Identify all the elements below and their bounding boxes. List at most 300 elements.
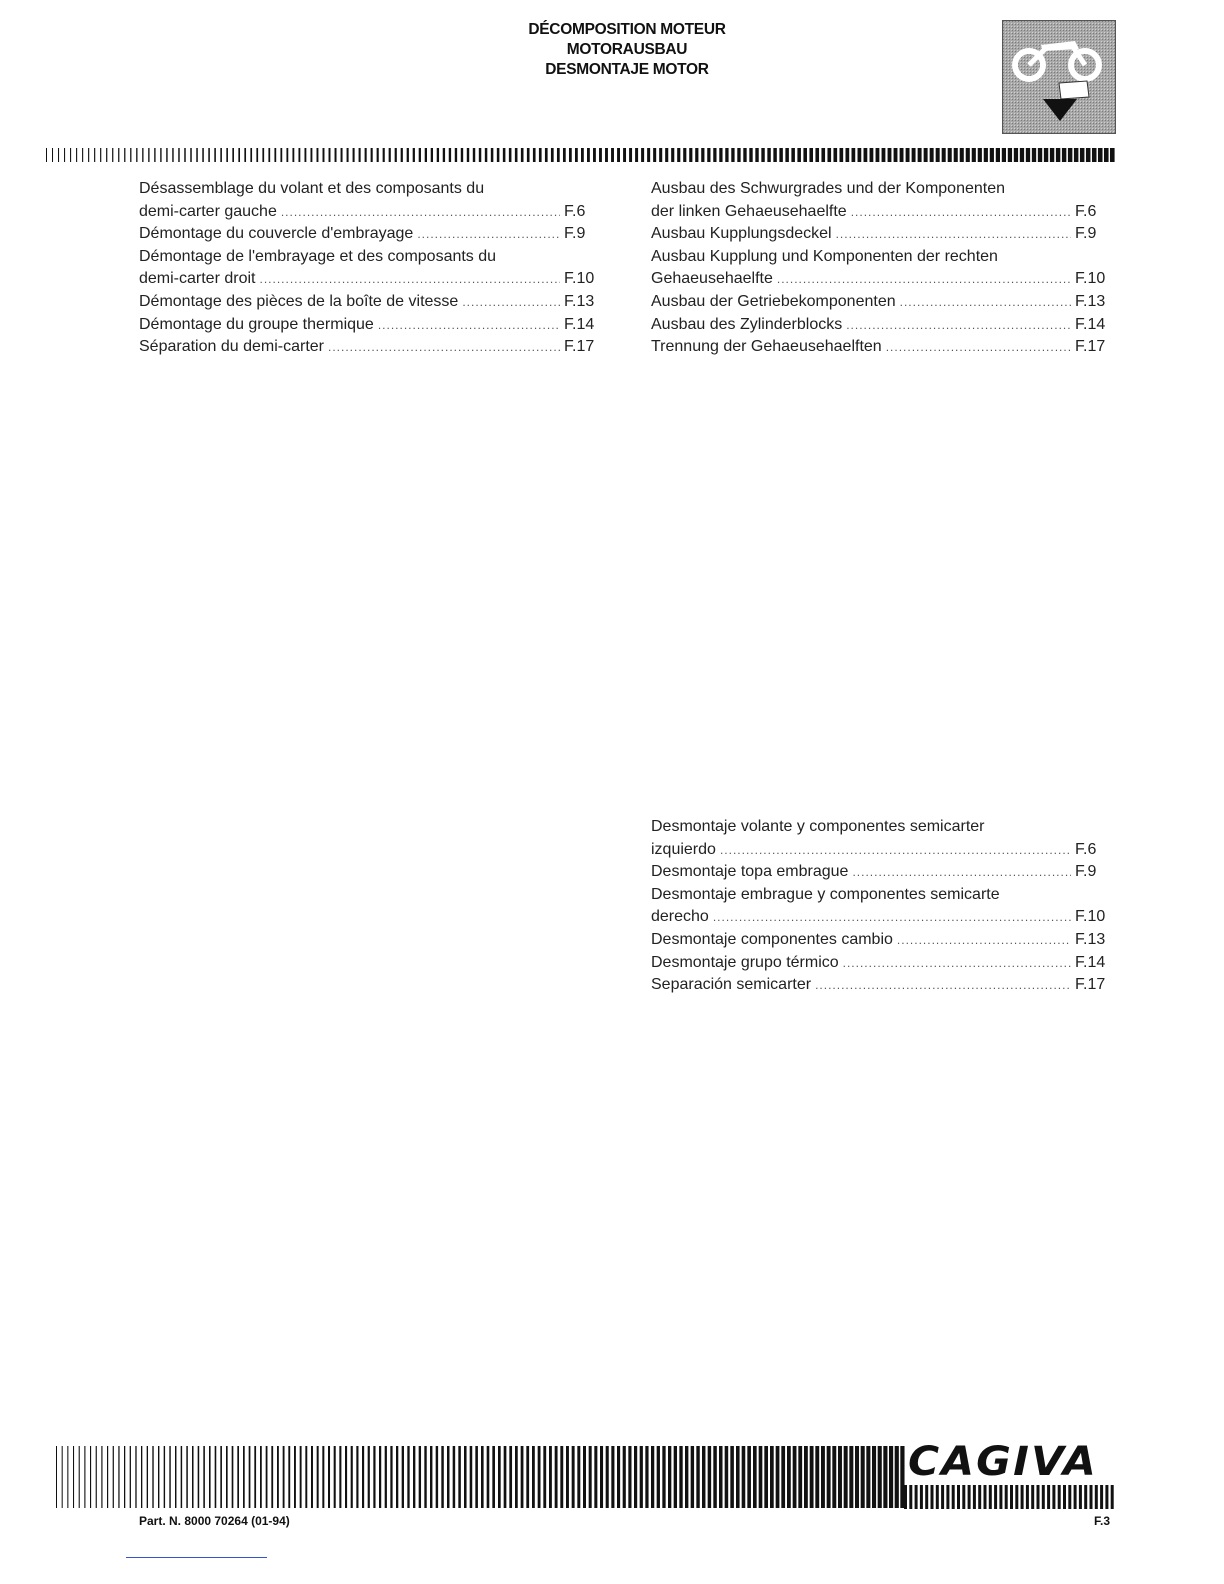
barcode-stripe	[277, 1446, 279, 1508]
barcode-stripe	[1068, 148, 1072, 162]
barcode-stripe	[112, 148, 113, 162]
toc-entry-label: Désassemblage du volant et des composants du	[139, 180, 485, 197]
toc-entry	[651, 884, 1111, 907]
toc-leader-dots	[815, 974, 1071, 997]
barcode-stripe	[737, 148, 740, 162]
barcode-stripe	[968, 1485, 971, 1509]
barcode-stripe	[810, 1446, 814, 1508]
toc-entry-label: Ausbau Kupplung und Komponenten der rechten	[651, 247, 998, 265]
barcode-stripe	[389, 148, 391, 162]
barcode-stripe	[767, 148, 770, 162]
barcode-stripe	[640, 1446, 643, 1508]
toc-leader-dots	[777, 268, 1071, 291]
barcode-stripe	[1063, 1485, 1066, 1509]
barcode-stripe	[878, 1446, 882, 1508]
barcode-stripe	[876, 148, 880, 162]
barcode-stripe	[1020, 148, 1024, 162]
barcode-stripe	[135, 1446, 136, 1508]
toc-entry-label: Desmontaje grupo térmico	[651, 953, 839, 971]
barcode-stripe	[202, 148, 204, 162]
barcode-stripe	[793, 1446, 797, 1508]
barcode-stripe	[76, 148, 77, 162]
barcode-stripe	[665, 148, 668, 162]
barcode-stripe	[192, 1446, 194, 1508]
barcode-stripe	[742, 1446, 746, 1508]
barcode-stripe	[743, 148, 746, 162]
barcode-stripe	[464, 1446, 467, 1508]
barcode-stripe	[647, 148, 650, 162]
toc-entry	[651, 816, 1111, 839]
barcode-stripe	[373, 1446, 375, 1508]
barcode-stripe	[996, 148, 1000, 162]
barcode-stripe	[238, 148, 240, 162]
barcode-stripe	[1079, 1485, 1082, 1509]
barcode-stripe	[390, 1446, 392, 1508]
barcode-stripe	[662, 1446, 665, 1508]
barcode-stripe	[341, 148, 343, 162]
toc-entry-label: Ausbau der Getriebekomponenten	[651, 292, 896, 310]
barcode-stripe	[419, 1446, 421, 1508]
barcode-stripe	[924, 148, 928, 162]
barcode-stripe	[685, 1446, 688, 1508]
barcode-stripe	[671, 148, 674, 162]
barcode-stripe	[785, 148, 789, 162]
barcode-stripe	[172, 148, 173, 162]
barcode-stripe	[220, 1446, 222, 1508]
barcode-stripe	[984, 1485, 987, 1509]
barcode-stripe	[467, 148, 469, 162]
toc-leader-dots	[417, 223, 560, 246]
brand-logo	[904, 1439, 1116, 1509]
barcode-stripe	[113, 1446, 114, 1508]
barcode-stripe	[894, 148, 898, 162]
barcode-stripe	[237, 1446, 239, 1508]
barcode-stripe	[1038, 148, 1042, 162]
barcode-stripe	[158, 1446, 159, 1508]
page-number: F.3	[1094, 1514, 1111, 1528]
barcode-stripe	[870, 148, 874, 162]
barcode-stripe	[453, 1446, 456, 1508]
barcode-stripe	[509, 148, 512, 162]
hyperlink-underline[interactable]	[126, 1557, 267, 1558]
toc-entry-label: Démontage des pièces de la boîte de vitesse	[139, 292, 459, 310]
barcode-stripe	[864, 148, 868, 162]
barcode-stripe	[339, 1446, 341, 1508]
toc-leader-dots	[462, 291, 560, 314]
barcode-stripe	[262, 148, 264, 162]
barcode-stripe	[804, 1446, 808, 1508]
barcode-stripe	[978, 1485, 981, 1509]
barcode-stripe	[447, 1446, 449, 1508]
toc-entry-page: F.6	[564, 202, 586, 220]
barcode-stripe	[555, 1446, 558, 1508]
barcode-stripe	[328, 1446, 330, 1508]
barcode-stripe	[1086, 148, 1091, 162]
toc-entry	[139, 268, 600, 291]
barcode-stripe	[815, 1446, 819, 1508]
toc-entry	[651, 861, 1111, 884]
barcode-stripe	[770, 1446, 774, 1508]
barcode-stripe	[147, 1446, 148, 1508]
barcode-stripe	[304, 148, 306, 162]
barcode-stripe	[101, 1446, 102, 1508]
barcode-stripe	[305, 1446, 307, 1508]
toc-leader-dots	[851, 201, 1071, 224]
barcode-stripe	[1105, 1485, 1108, 1509]
barcode-stripe	[731, 148, 734, 162]
barcode-stripe	[936, 1485, 939, 1509]
barcode-stripe	[941, 1485, 944, 1509]
barcode-stripe	[430, 1446, 432, 1508]
barcode-stripe	[250, 148, 252, 162]
barcode-stripe	[641, 148, 644, 162]
barcode-stripe	[930, 148, 934, 162]
barcode-stripe	[1074, 148, 1078, 162]
barcode-stripe	[701, 148, 704, 162]
barcode-stripe	[335, 148, 337, 162]
barcode-stripe	[311, 1446, 313, 1508]
barcode-stripe	[503, 148, 506, 162]
toc-entry-label: Desmontaje componentes cambio	[651, 930, 893, 948]
barcode-stripe	[481, 1446, 484, 1508]
barcode-stripe	[912, 148, 916, 162]
barcode-stripe	[395, 148, 397, 162]
toc-entry-label: derecho	[651, 908, 709, 926]
barcode-stripe	[533, 148, 536, 162]
barcode-stripe	[948, 148, 952, 162]
barcode-stripe	[659, 148, 662, 162]
barcode-stripe	[292, 148, 294, 162]
toc-entry-page: F.10	[564, 270, 595, 288]
barcode-stripe	[702, 1446, 705, 1508]
barcode-stripe	[747, 1446, 751, 1508]
barcode-stripe	[94, 148, 95, 162]
toc-entry	[139, 336, 600, 359]
toc-entry-page: F.6	[1075, 202, 1097, 220]
barcode-stripe	[691, 1446, 694, 1508]
barcode-stripe	[52, 148, 53, 162]
toc-entry-label: Démontage de l'embrayage et des composants du	[139, 247, 497, 265]
barcode-stripe	[957, 1485, 960, 1509]
barcode-stripe	[587, 148, 590, 162]
barcode-stripe	[798, 1446, 802, 1508]
toc-entry-label: demi-carter droit	[139, 270, 256, 288]
toc-entry-page: F.10	[1075, 270, 1106, 288]
barcode-stripe	[634, 1446, 637, 1508]
barcode-stripe	[594, 1446, 597, 1508]
barcode-stripe	[707, 148, 710, 162]
barcode-stripe	[1058, 1485, 1061, 1509]
brand-barcode	[904, 1485, 1116, 1509]
barcode-stripe	[931, 1485, 934, 1509]
barcode-stripe	[107, 1446, 108, 1508]
barcode-stripe	[521, 148, 524, 162]
barcode-stripe	[872, 1446, 876, 1508]
barcode-stripe	[827, 1446, 831, 1508]
barcode-stripe	[844, 1446, 848, 1508]
toc-leader-dots	[843, 952, 1071, 975]
toc-german	[651, 178, 1111, 359]
motorcycle-engine-disassembly-icon	[1002, 20, 1116, 134]
barcode-stripe	[56, 1446, 57, 1508]
barcode-stripe	[549, 1446, 552, 1508]
barcode-stripe	[353, 148, 355, 162]
barcode-stripe	[1104, 148, 1109, 162]
toc-entry-page: F.13	[1075, 292, 1106, 310]
title-fr: DÉCOMPOSITION MOTEUR	[528, 21, 726, 38]
barcode-stripe	[461, 148, 463, 162]
barcode-stripe	[1010, 1485, 1013, 1509]
barcode-stripe	[449, 148, 451, 162]
barcode-stripe	[1100, 1485, 1103, 1509]
barcode-stripe	[88, 148, 89, 162]
barcode-stripe	[605, 148, 608, 162]
barcode-stripe	[198, 1446, 200, 1508]
barcode-stripe	[581, 148, 584, 162]
barcode-stripe	[232, 1446, 234, 1508]
toc-entry-label: Trennung der Gehaeusehaelften	[651, 338, 882, 356]
barcode-stripe	[359, 148, 361, 162]
toc-entry	[139, 246, 600, 269]
barcode-stripe	[1026, 1485, 1029, 1509]
toc-entry	[139, 314, 600, 337]
barcode-stripe	[268, 148, 270, 162]
barcode-stripe	[184, 148, 185, 162]
toc-entry-label: Desmontaje embrague y componentes semicarte	[651, 885, 1000, 903]
barcode-stripe	[566, 1446, 569, 1508]
barcode-stripe	[904, 1485, 907, 1509]
top-barcode-rule	[46, 148, 1116, 162]
barcode-stripe	[154, 148, 155, 162]
barcode-stripe	[166, 148, 167, 162]
barcode-stripe	[906, 148, 910, 162]
barcode-stripe	[215, 1446, 217, 1508]
barcode-stripe	[821, 1446, 825, 1508]
barcode-stripe	[515, 1446, 518, 1508]
barcode-stripe	[73, 1446, 74, 1508]
barcode-stripe	[383, 148, 385, 162]
barcode-stripe	[70, 148, 71, 162]
barcode-stripe	[920, 1485, 923, 1509]
barcode-stripe	[1111, 1485, 1114, 1509]
barcode-stripe	[377, 148, 379, 162]
barcode-stripe	[254, 1446, 256, 1508]
barcode-stripe	[141, 1446, 142, 1508]
barcode-stripe	[954, 148, 958, 162]
toc-entry-label: Démontage du couvercle d'embrayage	[139, 225, 414, 243]
barcode-stripe	[226, 1446, 228, 1508]
barcode-stripe	[347, 148, 349, 162]
toc-entry-page: F.10	[1075, 908, 1106, 926]
barcode-stripe	[623, 1446, 626, 1508]
barcode-stripe	[64, 148, 65, 162]
barcode-stripe	[600, 1446, 603, 1508]
toc-entry-label: Ausbau des Zylinderblocks	[651, 315, 843, 333]
toc-leader-dots	[846, 314, 1071, 337]
barcode-stripe	[356, 1446, 358, 1508]
barcode-stripe	[385, 1446, 387, 1508]
toc-entry-page: F.9	[1075, 863, 1097, 881]
toc-entry	[651, 839, 1111, 862]
toc-leader-dots	[328, 336, 560, 359]
toc-leader-dots	[900, 291, 1071, 314]
barcode-stripe	[515, 148, 518, 162]
toc-entry	[651, 952, 1111, 975]
toc-entry-label: Separación semicarter	[651, 976, 812, 994]
barcode-stripe	[294, 1446, 296, 1508]
barcode-stripe	[286, 148, 288, 162]
barcode-stripe	[719, 1446, 723, 1508]
barcode-stripe	[866, 1446, 870, 1508]
toc-entry	[139, 178, 600, 201]
barcode-stripe	[118, 148, 119, 162]
barcode-stripe	[485, 148, 487, 162]
barcode-stripe	[725, 1446, 729, 1508]
barcode-stripe	[244, 148, 246, 162]
barcode-stripe	[593, 148, 596, 162]
barcode-stripe	[599, 148, 602, 162]
barcode-stripe	[178, 148, 179, 162]
barcode-stripe	[695, 148, 698, 162]
barcode-stripe	[473, 148, 475, 162]
barcode-stripe	[106, 148, 107, 162]
barcode-stripe	[1008, 148, 1012, 162]
barcode-stripe	[888, 148, 892, 162]
barcode-stripe	[973, 1485, 976, 1509]
barcode-stripe	[96, 1446, 97, 1508]
barcode-stripe	[497, 148, 500, 162]
barcode-stripe	[1002, 148, 1006, 162]
toc-leader-dots	[852, 861, 1071, 884]
toc-entry	[651, 336, 1111, 359]
barcode-stripe	[1032, 148, 1036, 162]
barcode-stripe	[563, 148, 566, 162]
toc-entry-page: F.13	[564, 292, 595, 310]
barcode-stripe	[999, 1485, 1002, 1509]
barcode-stripe	[791, 148, 795, 162]
barcode-stripe	[779, 148, 782, 162]
toc-entry-label: Ausbau Kupplungsdeckel	[651, 225, 832, 243]
barcode-stripe	[142, 148, 143, 162]
toc-entry-page: F.17	[1075, 976, 1106, 994]
barcode-stripe	[437, 148, 439, 162]
barcode-stripe	[436, 1446, 438, 1508]
toc-entry-label: demi-carter gauche	[139, 202, 277, 220]
toc-entry-page: F.14	[564, 315, 595, 333]
barcode-stripe	[1062, 148, 1066, 162]
barcode-stripe	[606, 1446, 609, 1508]
toc-leader-dots	[836, 223, 1071, 246]
barcode-stripe	[611, 1446, 614, 1508]
barcode-stripe	[815, 148, 819, 162]
barcode-stripe	[1050, 148, 1054, 162]
barcode-stripe	[1052, 1485, 1055, 1509]
barcode-stripe	[725, 148, 728, 162]
barcode-stripe	[773, 148, 776, 162]
barcode-stripe	[431, 148, 433, 162]
barcode-stripe	[1090, 1485, 1093, 1509]
barcode-stripe	[583, 1446, 586, 1508]
toc-entry-page: F.14	[1075, 953, 1106, 971]
barcode-stripe	[419, 148, 421, 162]
barcode-stripe	[713, 148, 716, 162]
barcode-stripe	[683, 148, 686, 162]
barcode-stripe	[577, 1446, 580, 1508]
barcode-stripe	[492, 1446, 495, 1508]
barcode-stripe	[730, 1446, 734, 1508]
barcode-stripe	[657, 1446, 660, 1508]
barcode-stripe	[674, 1446, 677, 1508]
toc-leader-dots	[281, 201, 560, 224]
barcode-stripe	[776, 1446, 780, 1508]
barcode-stripe	[186, 1446, 187, 1508]
toc-spanish	[651, 816, 1111, 997]
barcode-stripe	[753, 1446, 757, 1508]
barcode-stripe	[1021, 1485, 1024, 1509]
barcode-stripe	[527, 148, 530, 162]
barcode-stripe	[942, 148, 946, 162]
barcode-stripe	[629, 148, 632, 162]
barcode-stripe	[487, 1446, 490, 1508]
barcode-stripe	[46, 148, 47, 162]
barcode-stripe	[838, 1446, 842, 1508]
toc-entry	[651, 178, 1111, 201]
toc-entry	[651, 974, 1111, 997]
barcode-stripe	[1080, 148, 1085, 162]
barcode-stripe	[972, 148, 976, 162]
barcode-stripe	[551, 148, 554, 162]
barcode-stripe	[645, 1446, 648, 1508]
barcode-stripe	[984, 148, 988, 162]
barcode-stripe	[300, 1446, 302, 1508]
title-de: MOTORAUSBAU	[566, 41, 688, 58]
barcode-stripe	[84, 1446, 85, 1508]
barcode-stripe	[1044, 148, 1048, 162]
barcode-stripe	[323, 148, 325, 162]
barcode-stripe	[611, 148, 614, 162]
barcode-stripe	[827, 148, 831, 162]
barcode-stripe	[803, 148, 807, 162]
toc-leader-dots	[713, 906, 1071, 929]
toc-leader-dots	[886, 336, 1071, 359]
barcode-stripe	[274, 148, 276, 162]
toc-entry-label: Gehaeusehaelfte	[651, 270, 773, 288]
toc-french	[139, 178, 600, 359]
barcode-stripe	[861, 1446, 865, 1508]
barcode-stripe	[443, 148, 445, 162]
barcode-stripe	[787, 1446, 791, 1508]
barcode-stripe	[271, 1446, 273, 1508]
barcode-stripe	[317, 148, 319, 162]
barcode-stripe	[821, 148, 825, 162]
barcode-stripe	[1068, 1485, 1071, 1509]
barcode-stripe	[196, 148, 198, 162]
toc-entry-page: F.13	[1075, 930, 1106, 948]
barcode-stripe	[136, 148, 137, 162]
barcode-stripe	[67, 1446, 68, 1508]
barcode-stripe	[895, 1446, 899, 1508]
barcode-stripe	[960, 148, 964, 162]
barcode-stripe	[310, 148, 312, 162]
brand-wordmark: CAGIVA	[908, 1439, 1098, 1485]
barcode-stripe	[889, 1446, 893, 1508]
barcode-stripe	[946, 1485, 949, 1509]
barcode-stripe	[209, 1446, 211, 1508]
barcode-stripe	[413, 1446, 415, 1508]
barcode-stripe	[845, 148, 849, 162]
barcode-stripe	[441, 1446, 443, 1508]
barcode-stripe	[809, 148, 813, 162]
